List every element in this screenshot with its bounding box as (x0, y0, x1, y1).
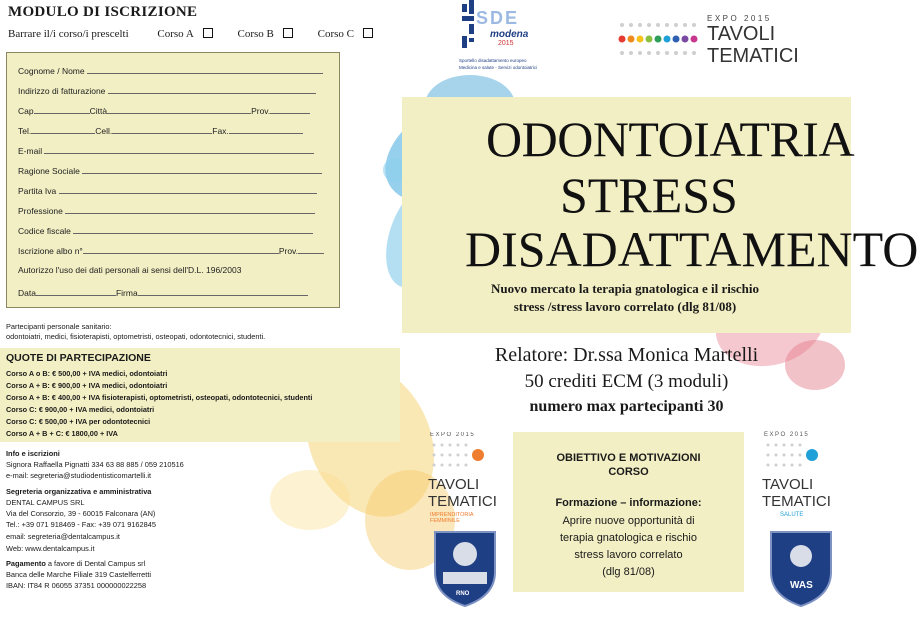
info-email[interactable]: e-mail: segreteria@studiodentisticomartelli.it (6, 471, 152, 480)
org-email[interactable]: email: segreteria@dentalcampus.it (6, 532, 120, 541)
tematici-label: TEMATICI (428, 493, 497, 510)
fee-line: Corso A + B: € 400,00 + IVA fisioterapisti, optometristi, osteopati, odontotecnici, studenti (6, 393, 313, 402)
expo-logo-right (760, 432, 845, 612)
expo-sub-left: IMPRENDITORIA FEMMINILE (430, 512, 474, 525)
course-select-label: Barrare il/i corso/i prescelti (8, 28, 129, 40)
sde-caption-1: Sportello disadattamento europeo (459, 58, 527, 63)
expo-label: EXPO 2015 (764, 432, 810, 438)
fee-line: Corso A + B + C: € 1800,00 + IVA (6, 429, 118, 438)
bank: Banca delle Marche Filiale 319 Castelferretti (6, 570, 152, 579)
field-cognome-nome[interactable]: Cognome / Nome (18, 65, 323, 76)
sde-city: modena (490, 29, 529, 40)
participants-title: Partecipanti personale sanitario: (6, 322, 112, 331)
field-professione[interactable]: Professione (18, 205, 315, 216)
tematici-label: TEMATICI (762, 493, 831, 510)
sde-letters: SDE (476, 8, 520, 28)
org-address: Via del Consorzio, 39 - 60015 Falconara (AN) (6, 509, 156, 518)
title-line-3: DISADATTAMENTO (465, 221, 918, 277)
objective-subtitle: Formazione – informazione: (555, 497, 702, 509)
expo-sub-right: SALUTE (780, 512, 804, 518)
fee-line: Corso A + B: € 900,00 + IVA medici, odontoiatri (6, 381, 168, 390)
fee-line: Corso C: € 500,00 + IVA per odontotecnici (6, 417, 151, 426)
badge-right-label: WAS (790, 580, 813, 591)
field-codice-fiscale[interactable]: Codice fiscale (18, 225, 313, 236)
field-data-firma[interactable]: Data Firma (18, 287, 308, 298)
dots-grid-icon (617, 20, 705, 60)
tematici-label: TEMATICI (707, 45, 799, 67)
iban: IBAN: IT84 R 06055 37351 000000022258 (6, 581, 147, 590)
org-phone: Tel.: +39 071 918469 - Fax: +39 071 9162845 (6, 520, 156, 529)
fees-title: QUOTE DI PARTECIPAZIONE (6, 352, 151, 364)
objective-body-4: (dlg 81/08) (602, 566, 655, 578)
tavoli-label: TAVOLI (428, 476, 480, 493)
org-name: DENTAL CAMPUS SRL (6, 498, 85, 507)
tavoli-label: TAVOLI (762, 476, 814, 493)
org-title: Segreteria organizzativa e amministrativa (6, 487, 152, 496)
badge-left-label: RNO (456, 591, 470, 597)
sde-year: 2015 (498, 40, 514, 47)
participants-block (6, 322, 336, 342)
title-line-2: STRESS (560, 167, 738, 223)
field-cap-citta-prov[interactable]: Cap Città Prov. (18, 105, 310, 116)
tavoli-label: TAVOLI (707, 23, 776, 45)
sde-logo (456, 0, 554, 80)
objective-title-2: CORSO (608, 466, 649, 478)
registration-form (6, 52, 340, 308)
field-iscrizione-albo[interactable]: Iscrizione albo n° Prov. (18, 245, 324, 256)
speaker: Relatore: Dr.ssa Monica Martelli (494, 344, 759, 366)
fee-line: Corso C: € 900,00 + IVA medici, odontoiatri (6, 405, 155, 414)
objective-title-1: OBIETTIVO E MOTIVAZIONI (556, 452, 701, 464)
max-participants: numero max partecipanti 30 (529, 398, 724, 415)
field-partita-iva[interactable]: Partita Iva (18, 185, 317, 196)
dots-grid-icon (764, 441, 824, 477)
info-contact: Signora Raffaella Pignatti 334 63 88 885 / 059 210516 (6, 460, 184, 469)
field-tel-cell-fax[interactable]: Tel. Cell. Fax. (18, 125, 303, 136)
field-email[interactable]: E-mail (18, 145, 314, 156)
form-title: MODULO DI ISCRIZIONE (8, 4, 198, 20)
participants-list: odontoiatri, medici, fisioterapisti, optometristi, osteopati, odontotecnici, studenti. (6, 331, 266, 341)
dots-grid-icon (430, 441, 490, 477)
expo-label: EXPO 2015 (430, 432, 476, 438)
objective-body-3: stress lavoro correlato (574, 549, 683, 561)
title-line-1: ODONTOIATRIA (486, 111, 855, 167)
checkbox-corso-c[interactable]: Corso C (318, 28, 379, 40)
checkbox-corso-a[interactable]: Corso A (157, 28, 218, 40)
org-web[interactable]: Web: www.dentalcampus.it (6, 544, 95, 553)
objective-body-1: Aprire nuove opportunità di (562, 515, 695, 527)
sde-caption-2: Medicina e salute - Servizi odontoiatrici (459, 65, 538, 70)
expo-label: EXPO 2015 (707, 14, 772, 23)
payment-title: Pagamento a favore di Dental Campus srl (6, 559, 146, 568)
field-ragione-sociale[interactable]: Ragione Sociale (18, 165, 322, 176)
fee-line: Corso A o B: € 500,00 + IVA medici, odontoiatri (6, 369, 168, 378)
privacy-consent: Autorizzo l'uso dei dati personali ai sensi dell'D.L. 196/2003 (18, 265, 242, 275)
checkbox-corso-b[interactable]: Corso B (238, 28, 299, 40)
objective-body-2: terapia gnatologica e rischio (560, 532, 697, 544)
info-title: Info e iscrizioni (6, 449, 60, 458)
shield-badge-icon (768, 528, 834, 608)
subtitle: Nuovo mercato la terapia gnatologica e il rischio stress /stress lavoro correlato (dlg 81/08) (490, 281, 760, 314)
expo-logo-top (617, 14, 797, 74)
credits: 50 crediti ECM (3 moduli) (524, 371, 729, 392)
expo-logo-left (426, 432, 506, 612)
field-indirizzo[interactable]: Indirizzo di fatturazione (18, 85, 316, 96)
course-select-line (8, 28, 385, 40)
